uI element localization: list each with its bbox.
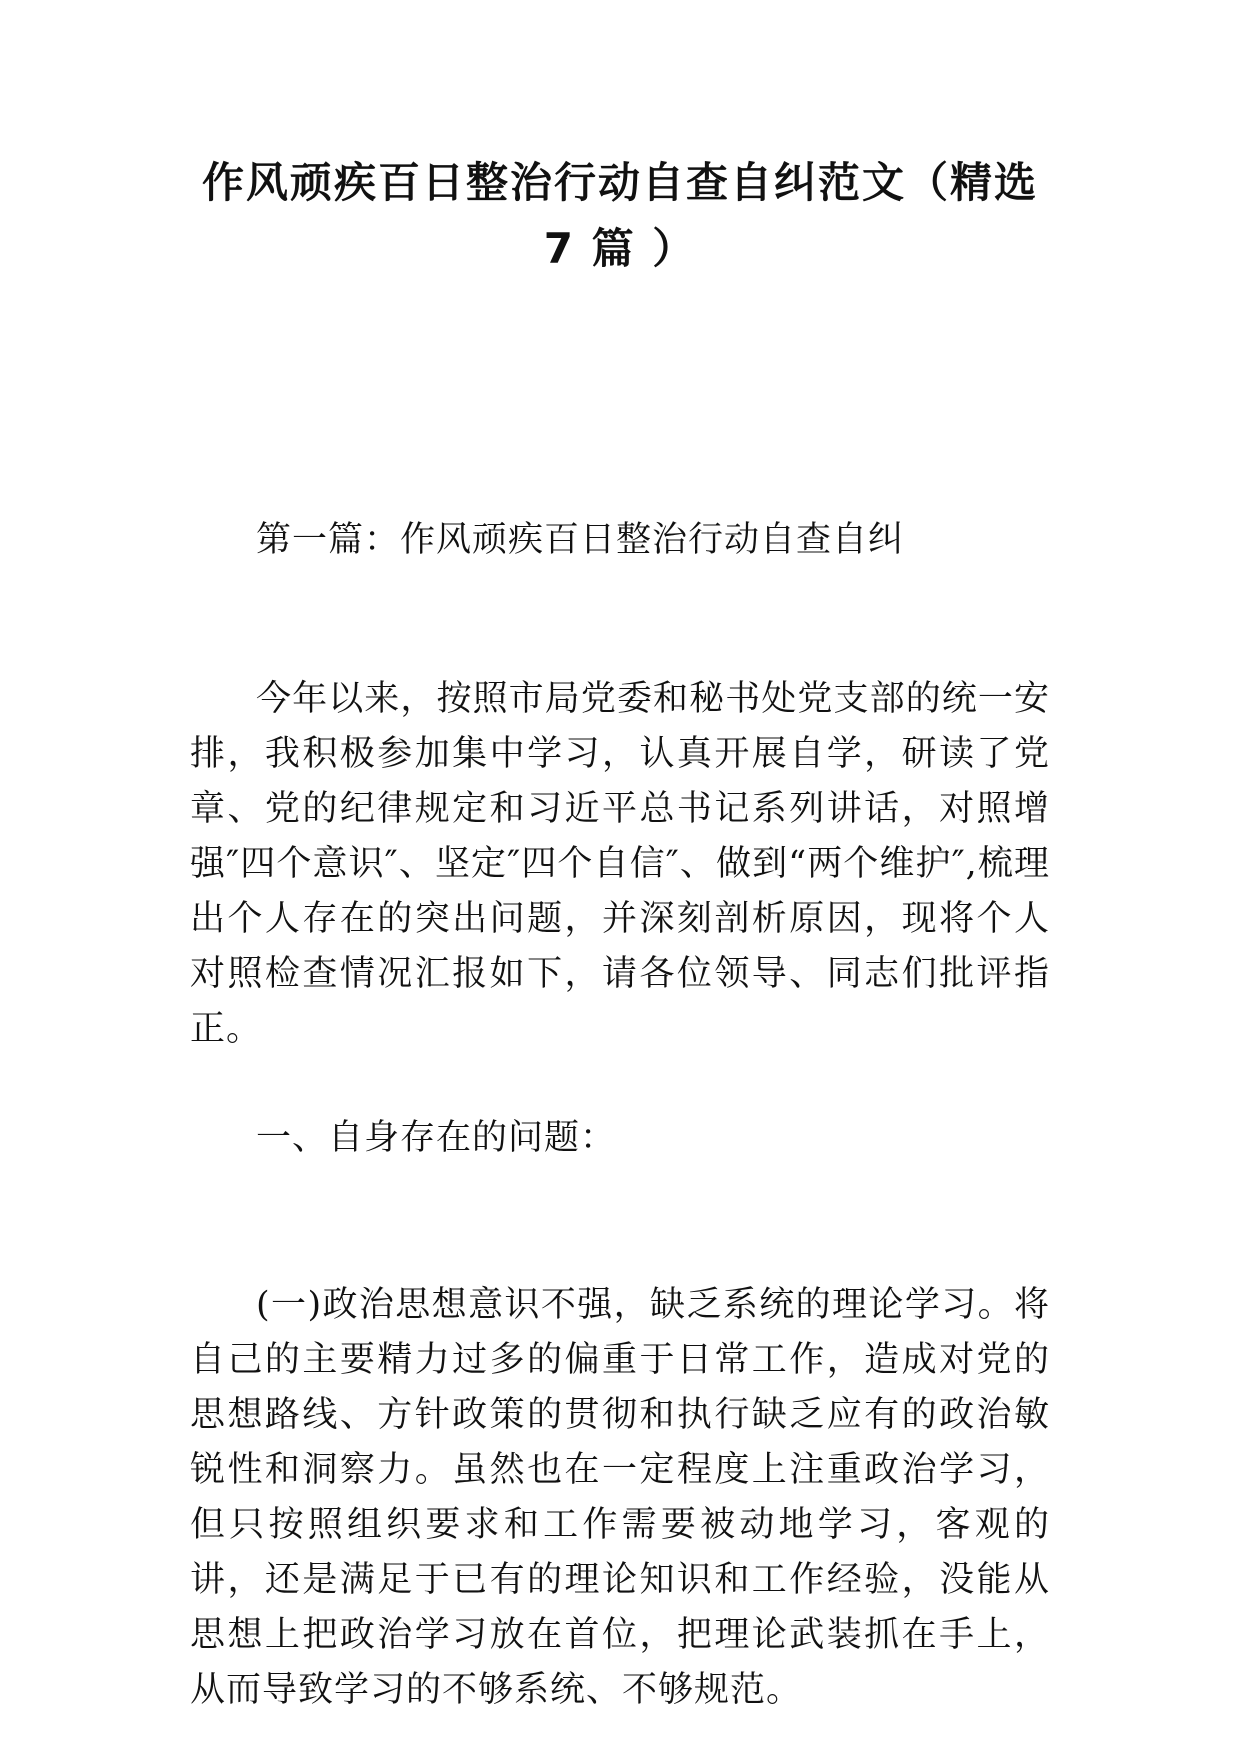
item-1-paragraph: (一)政治思想意识不强，缺乏系统的理论学习。将自己的主要精力过多的偏重于日常工作，造成对党的思想路线、方针政策的贯彻和执行缺乏应有的政治敏锐性和洞察力。虽然也在一定程度上注重政治学习，但只按照组织要求和工作需要被动地学习，客观的讲，还是满足于已有的理论知识和工作经验，没能从思想上把政治学习放在首位，把理论武装抓在手上，从而导致学习的不够系统、不够规范。 [190, 1285, 1050, 1710]
section-heading: 第一篇：作风顽疾百日整治行动自查自纠 [256, 520, 905, 560]
subheading-problems: 一、自身存在的问题： [256, 1118, 617, 1158]
intro-paragraph: 今年以来，按照市局党委和秘书处党支部的统一安排，我积极参加集中学习，认真开展自学，研读了党章、党的纪律规定和习近平总书记系列讲话，对照增强″四个意识″、坚定″四个自信″、做到“两个维护″,梳理出个人存在的突出问题，并深刻剖析原因，现将个人对照检查情况汇报如下，请各位领导、同志们批评指正。 [190, 679, 1050, 1049]
title-line-2: 7 篇 ） [543, 224, 697, 273]
title-line-1: 作风顽疾百日整治行动自查自纠范文（精选 [201, 158, 1038, 207]
document-title [180, 150, 1060, 282]
